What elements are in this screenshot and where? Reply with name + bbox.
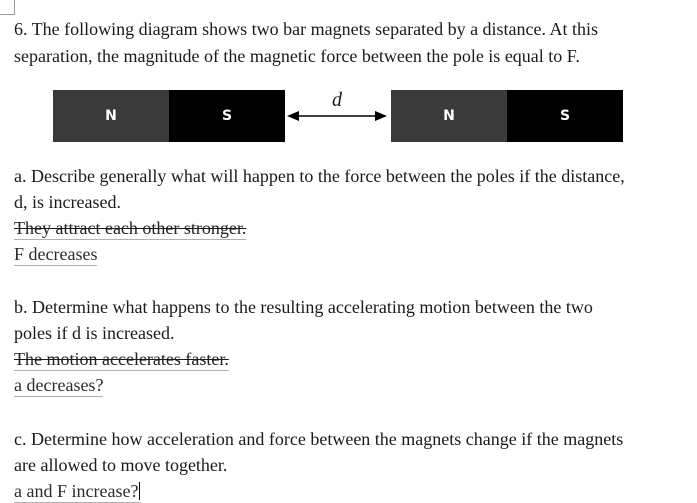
part-c-answer-text: a and F increase? [14,481,139,501]
part-b-struck-answer[interactable]: The motion accelerates faster. [14,349,229,369]
part-b-line-2: poles if d is increased. [14,323,175,343]
corner-crop-mark [0,0,15,15]
part-a-answer[interactable]: F decreases [14,244,98,264]
bar-magnet-right [391,90,623,142]
part-c-line-2: are allowed to move together. [14,455,228,475]
north-pole: N [53,90,169,142]
north-pole: N [391,90,507,142]
part-b-line-1: b. Determine what happens to the resulting accelerating motion between the two [14,297,593,317]
part-c-line-1: c. Determine how acceleration and force between the magnets change if the magnets [14,429,624,449]
south-pole: S [507,90,623,142]
part-a-struck-answer[interactable]: They attract each other stronger. [14,218,247,238]
part-c-answer[interactable] [14,481,140,503]
question-line-2: separation, the magnitude of the magnetic force between the pole is equal to F. [14,46,580,66]
text-cursor [139,482,140,500]
question-line-1: 6. The following diagram shows two bar magnets separated by a distance. At this [14,19,599,39]
part-a-line-1: a. Describe generally what will happen to the force between the poles if the distance, [14,166,625,186]
south-pole: S [169,90,285,142]
distance-label: d [332,89,342,111]
part-b-answer[interactable]: a decreases? [14,375,104,395]
part-a-line-2: d, is increased. [14,192,121,212]
bar-magnet-left [53,90,285,142]
